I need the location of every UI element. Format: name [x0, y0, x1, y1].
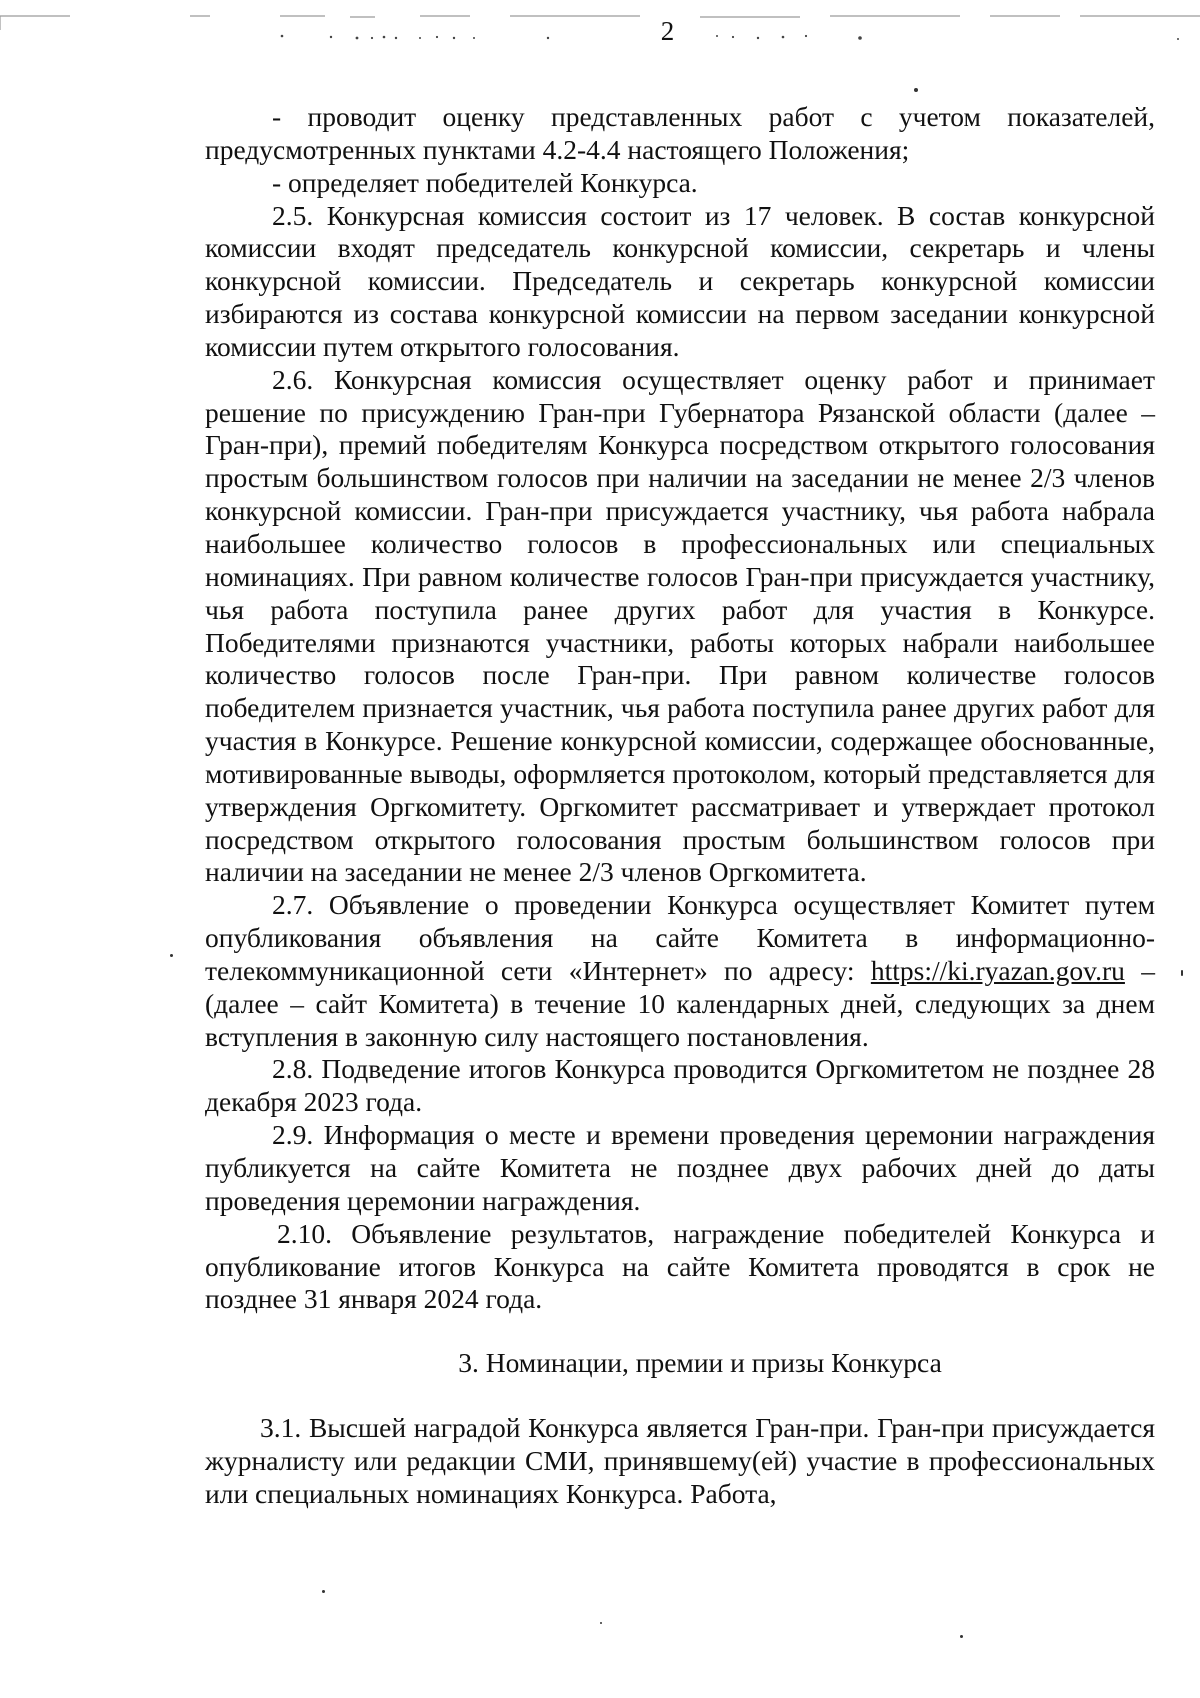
section-3-heading: 3. Номинации, премии и призы Конкурса [458, 1347, 942, 1379]
scan-speck [170, 954, 173, 957]
document-body [205, 101, 1155, 1511]
paragraph-2-5: 2.5. Конкурсная комиссия состоит из 17 человек. В состав конкурсной комиссии входят председатель конкурсной комиссии, секретарь и члены конкурсной комиссии. Председатель и секретарь конкурсной комиссии избираются из состава конкурсной комиссии на первом заседании конкурсной комиссии путем открытого голосования. [205, 199, 1155, 362]
scan-speck [960, 1635, 963, 1638]
page-number: 2 [660, 16, 675, 46]
paragraph-2-6: 2.6. Конкурсная комиссия осуществляет оценку работ и принимает решение по присуждению Гран-при Губернатора Рязанской области (далее – Гран-при), премий победителям Конкурса посредством открытого голосования простым большинством голосов при наличии на заседании не менее 2/3 членов конкурсной комиссии. Гран-при присуждается участнику, чья работа набрала наибольшее количество голосов в профессиональных или специальных номинациях. При равном количестве голосов Гран-при присуждается участнику, чья работа поступила ранее других работ для участия в Конкурсе. Победителями признаются участники, работы которых набрали наибольшее количество голосов после Гран-при. При равном количестве голосов победителем признается участник, чья работа поступила ранее других работ для участия в Конкурсе. Решение конкурсной комиссии, содержащее обоснованные, мотивированные выводы, оформляется протоколом, который представляется для утверждения Оргкомитету. Оргкомитет рассматривает и утверждает протокол посредством открытого голосования простым большинством голосов при наличии на заседании не менее 2/3 членов Оргкомитета. [205, 363, 1155, 888]
paragraph-2-9: 2.9. Информация о месте и времени проведения церемонии награждения публикуется на сайте Комитета не позднее двух рабочих дней до даты проведения церемонии награждения. [205, 1119, 1155, 1216]
paragraph-3-1: 3.1. Высшей наградой Конкурса является Гран-при. Гран-при присуждается журналисту или редакции СМИ, принявшему(ей) участие в профессиональных или специальных номинациях Конкурса. Работа, [205, 1412, 1155, 1509]
committee-website-link[interactable]: https://ki.ryazan.gov.ru [870, 954, 1125, 986]
paragraph-2-7-text-before-link: 2.7. Объявление о проведении Конкурса осуществляет Комитет путем опубликования объявления на сайте Комитета в информационно-телекоммуникационной сети «Интернет» по адресу: [205, 889, 1155, 986]
scan-speck [914, 88, 918, 92]
paragraph-2-8: 2.8. Подведение итогов Конкурса проводится Оргкомитетом не позднее 28 декабря 2023 года. [205, 1053, 1155, 1118]
paragraph-commission-evaluates: - проводит оценку представленных работ с учетом показателей, предусмотренных пунктами 4.2-4.4 настоящего Положения; [205, 101, 1155, 165]
scan-speck [1181, 970, 1183, 976]
paragraph-2-7 [205, 889, 1155, 1053]
paragraph-2-7-text-after-link: – (далее – сайт Комитета) в течение 10 календарных дней, следующих за днем вступления в законную силу настоящего постановления. [205, 954, 1155, 1052]
scan-speck [600, 1622, 602, 1624]
paragraph-2-10: 2.10. Объявление результатов, награждение победителей Конкурса и опубликование итогов Конкурса на сайте Комитета проводятся в срок не позднее 31 января 2024 года. [205, 1217, 1155, 1315]
scan-speck [322, 1590, 325, 1593]
paragraph-commission-determines-winners: - определяет победителей Конкурса. [272, 166, 698, 198]
